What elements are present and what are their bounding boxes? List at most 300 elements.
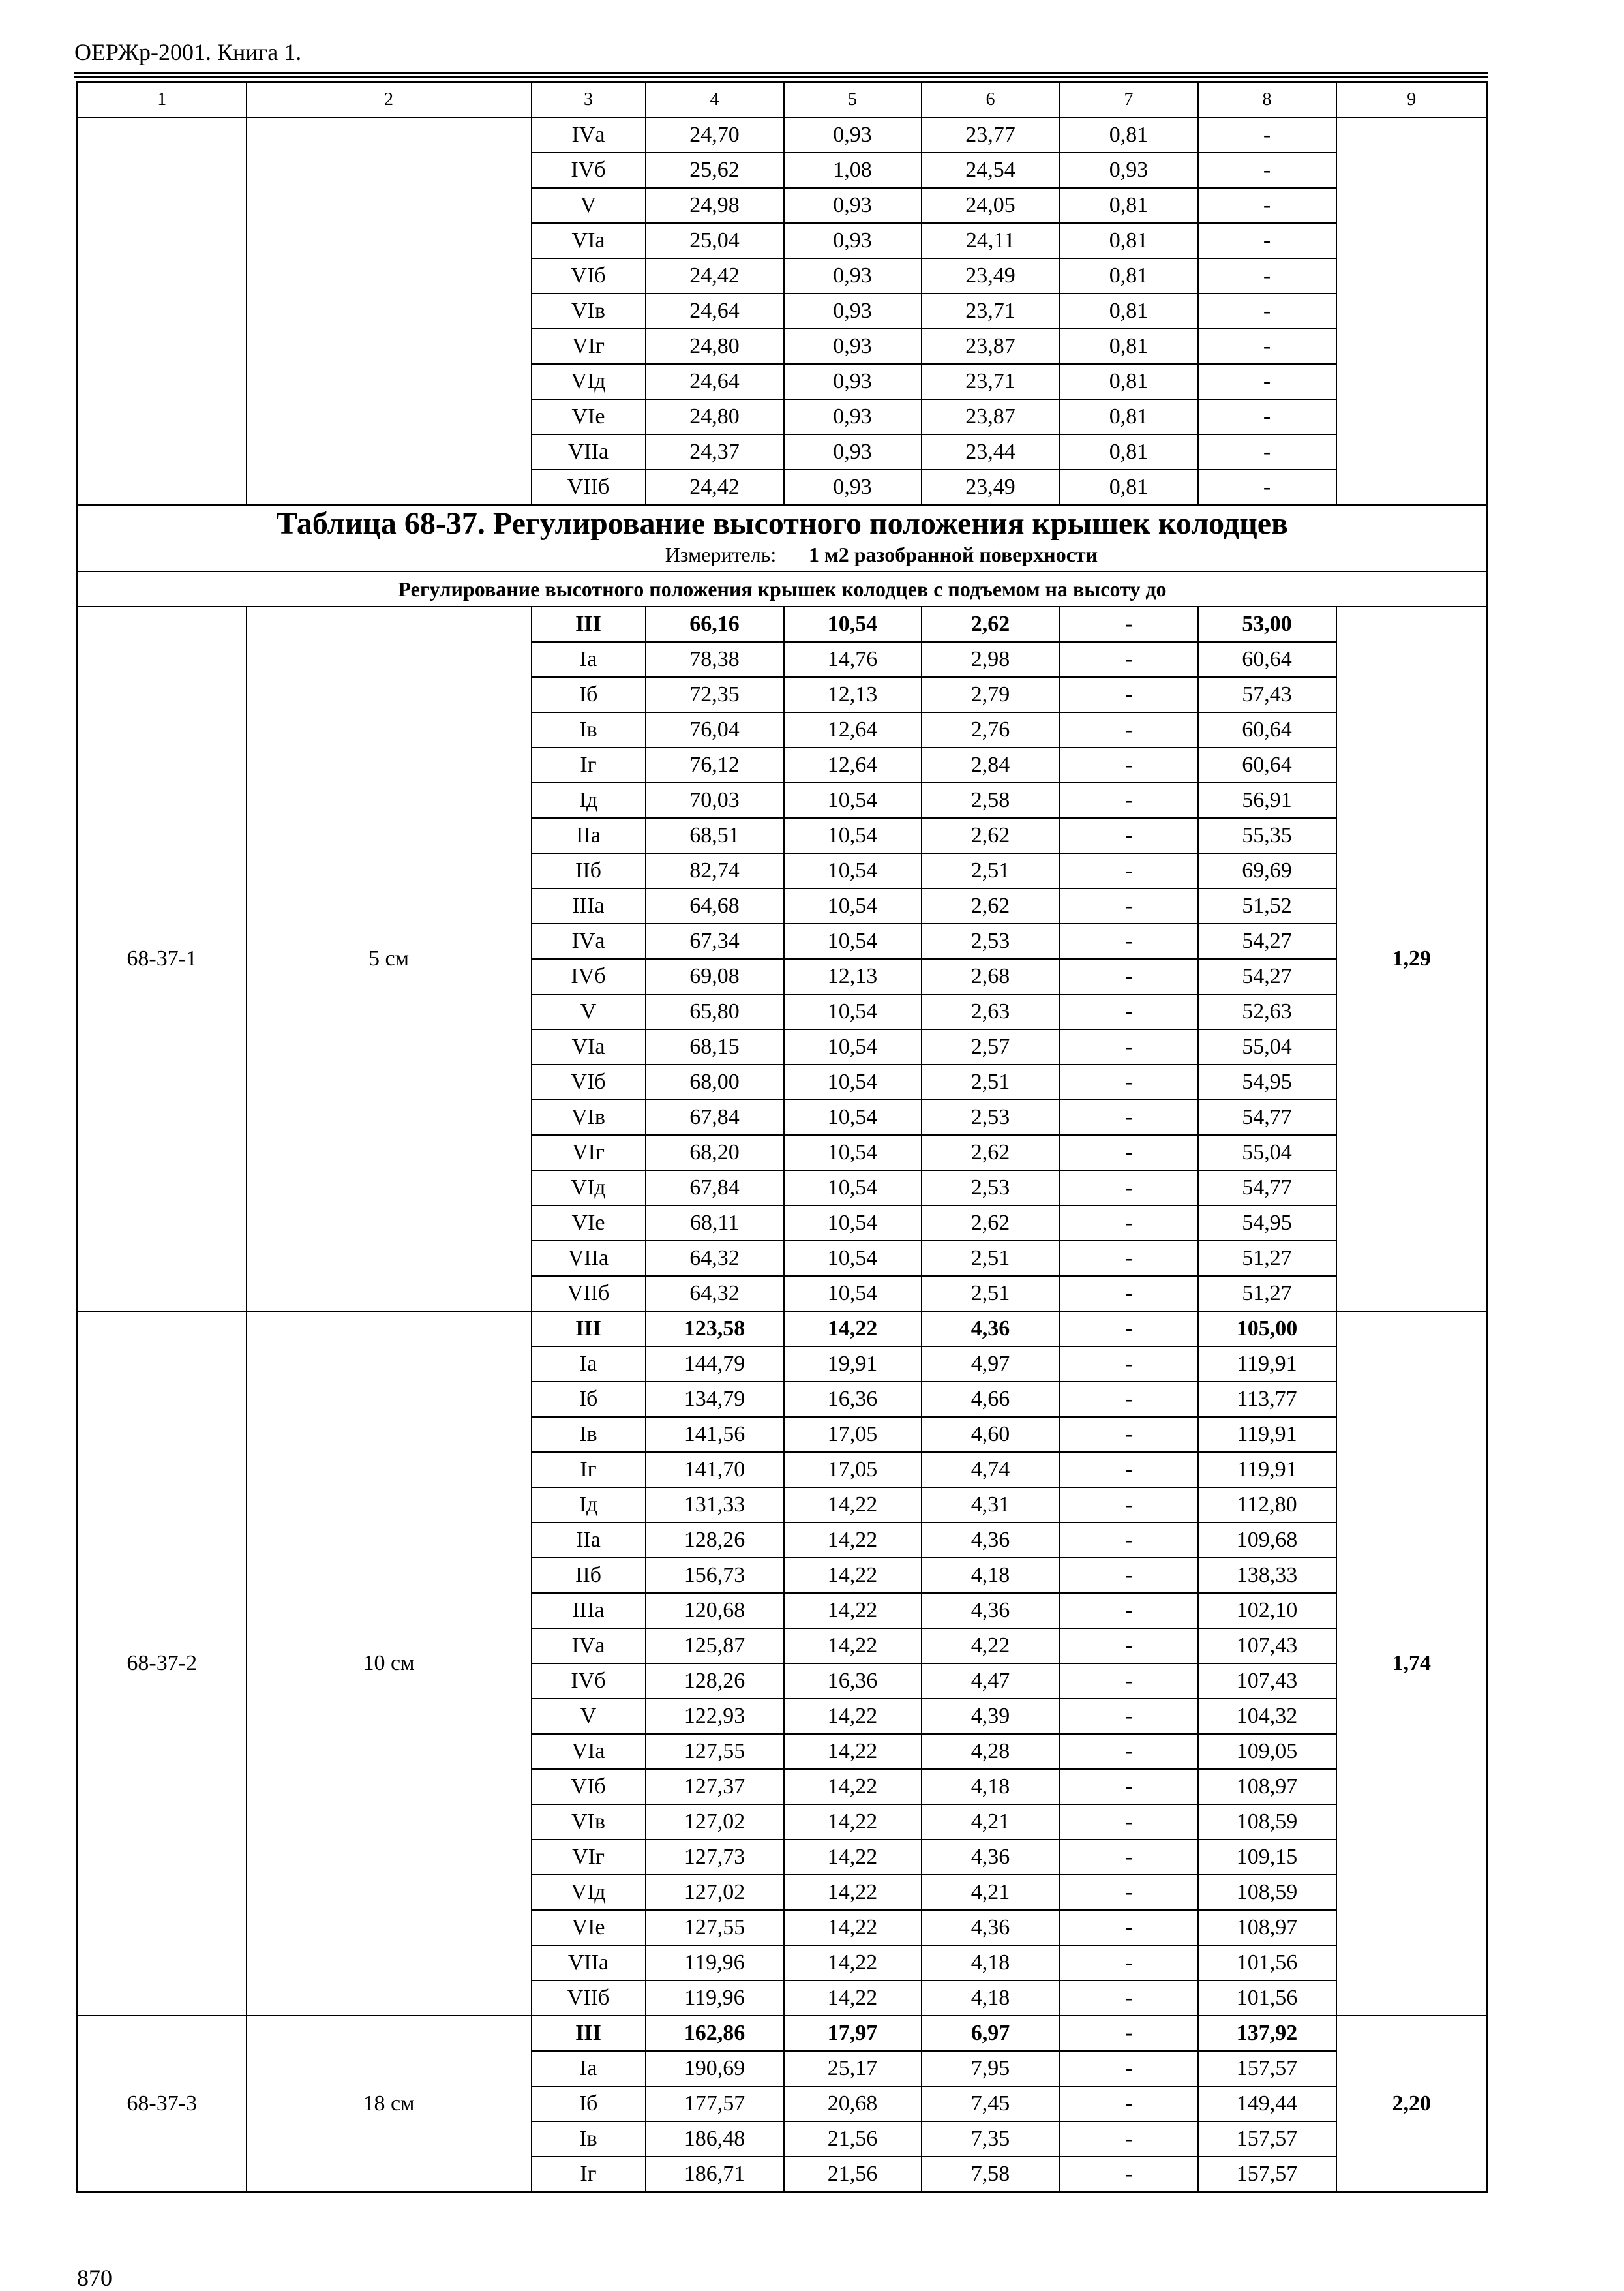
value-cell: 186,71 bbox=[646, 2157, 784, 2192]
value-cell: - bbox=[1198, 470, 1336, 505]
value-cell: 2,53 bbox=[922, 924, 1060, 959]
value-cell: 162,86 bbox=[646, 2016, 784, 2051]
value-cell: 60,64 bbox=[1198, 642, 1336, 677]
value-cell: 2,57 bbox=[922, 1029, 1060, 1065]
value-cell: - bbox=[1198, 258, 1336, 294]
value-cell: 10,54 bbox=[784, 994, 922, 1029]
value-cell: - bbox=[1060, 1840, 1198, 1875]
value-cell: 4,18 bbox=[922, 1945, 1060, 1980]
value-cell: 51,27 bbox=[1198, 1276, 1336, 1311]
value-cell: 2,62 bbox=[922, 818, 1060, 853]
value-cell: IIа bbox=[532, 1523, 646, 1558]
value-cell: 76,04 bbox=[646, 712, 784, 748]
value-cell: 0,93 bbox=[784, 117, 922, 153]
value-cell: - bbox=[1060, 853, 1198, 888]
value-cell: VIб bbox=[532, 258, 646, 294]
value-cell: 10,54 bbox=[784, 1276, 922, 1311]
value-cell: - bbox=[1060, 1487, 1198, 1523]
value-cell: VIд bbox=[532, 1170, 646, 1206]
rates-table bbox=[76, 81, 1488, 2193]
value-cell: 51,27 bbox=[1198, 1241, 1336, 1276]
value-cell: 23,44 bbox=[922, 434, 1060, 470]
value-cell: 2,58 bbox=[922, 783, 1060, 818]
value-cell: 0,81 bbox=[1060, 117, 1198, 153]
value-cell: 24,42 bbox=[646, 470, 784, 505]
value-cell: - bbox=[1060, 1699, 1198, 1734]
value-cell: 23,49 bbox=[922, 470, 1060, 505]
value-cell: - bbox=[1060, 1980, 1198, 2016]
value-cell: 76,12 bbox=[646, 748, 784, 783]
value-cell: Iг bbox=[532, 748, 646, 783]
value-cell: 68,00 bbox=[646, 1065, 784, 1100]
value-cell: VIг bbox=[532, 329, 646, 364]
value-cell: 2,51 bbox=[922, 1241, 1060, 1276]
column-number: 8 bbox=[1198, 82, 1336, 117]
value-cell: 2,84 bbox=[922, 748, 1060, 783]
value-cell: - bbox=[1198, 434, 1336, 470]
value-cell: 177,57 bbox=[646, 2086, 784, 2121]
value-cell: 144,79 bbox=[646, 1346, 784, 1382]
value-cell: 157,57 bbox=[1198, 2121, 1336, 2157]
table-title-cell bbox=[78, 505, 1488, 572]
value-cell: 55,04 bbox=[1198, 1135, 1336, 1170]
value-cell: 64,68 bbox=[646, 888, 784, 924]
value-cell: 17,05 bbox=[784, 1452, 922, 1487]
column-number: 7 bbox=[1060, 82, 1198, 117]
value-cell: VIе bbox=[532, 1910, 646, 1945]
name-cell: 10 см bbox=[247, 1311, 532, 2016]
value-cell: 60,64 bbox=[1198, 748, 1336, 783]
value-cell: 82,74 bbox=[646, 853, 784, 888]
value-cell: 23,87 bbox=[922, 329, 1060, 364]
value-cell: 127,02 bbox=[646, 1875, 784, 1910]
value-cell: 122,93 bbox=[646, 1699, 784, 1734]
value-cell: 23,71 bbox=[922, 294, 1060, 329]
column-number: 6 bbox=[922, 82, 1060, 117]
value-cell: - bbox=[1198, 223, 1336, 258]
value-cell: - bbox=[1060, 1100, 1198, 1135]
name-cell bbox=[247, 117, 532, 505]
value-cell: 109,15 bbox=[1198, 1840, 1336, 1875]
value-cell: - bbox=[1060, 2016, 1198, 2051]
value-cell: 127,37 bbox=[646, 1769, 784, 1804]
value-cell: 24,80 bbox=[646, 399, 784, 434]
value-cell: 69,69 bbox=[1198, 853, 1336, 888]
value-cell: 107,43 bbox=[1198, 1663, 1336, 1699]
value-cell: - bbox=[1060, 818, 1198, 853]
value-cell: - bbox=[1060, 1382, 1198, 1417]
value-cell: 127,55 bbox=[646, 1910, 784, 1945]
value-cell: 7,95 bbox=[922, 2051, 1060, 2086]
value-cell: 4,47 bbox=[922, 1663, 1060, 1699]
value-cell: VIIа bbox=[532, 1945, 646, 1980]
value-cell: 2,63 bbox=[922, 994, 1060, 1029]
value-cell: 16,36 bbox=[784, 1663, 922, 1699]
value-cell: 14,22 bbox=[784, 1558, 922, 1593]
meter-value: 1 м2 разобранной поверхности bbox=[808, 542, 1098, 566]
value-cell: V bbox=[532, 994, 646, 1029]
value-cell: 7,58 bbox=[922, 2157, 1060, 2192]
value-cell: 134,79 bbox=[646, 1382, 784, 1417]
value-cell: 65,80 bbox=[646, 994, 784, 1029]
value-cell: VIв bbox=[532, 1804, 646, 1840]
value-cell: 24,98 bbox=[646, 188, 784, 223]
value-cell: Iа bbox=[532, 642, 646, 677]
value-cell: 108,97 bbox=[1198, 1910, 1336, 1945]
value-cell: - bbox=[1060, 1346, 1198, 1382]
value-cell: 4,74 bbox=[922, 1452, 1060, 1487]
value-cell: 60,64 bbox=[1198, 712, 1336, 748]
table-row bbox=[78, 117, 1488, 153]
value-cell: - bbox=[1198, 399, 1336, 434]
value-cell: 10,54 bbox=[784, 1170, 922, 1206]
running-header: ОЕРЖр-2001. Книга 1. bbox=[74, 39, 302, 65]
value-cell: - bbox=[1060, 1135, 1198, 1170]
value-cell: Iа bbox=[532, 1346, 646, 1382]
column-number: 3 bbox=[532, 82, 646, 117]
value-cell: - bbox=[1060, 1241, 1198, 1276]
value-cell: 14,22 bbox=[784, 1734, 922, 1769]
value-cell: 0,81 bbox=[1060, 258, 1198, 294]
value-cell: 68,20 bbox=[646, 1135, 784, 1170]
column-number: 1 bbox=[78, 82, 247, 117]
value-cell: - bbox=[1060, 1945, 1198, 1980]
value-cell: 105,00 bbox=[1198, 1311, 1336, 1346]
value-cell: 2,53 bbox=[922, 1100, 1060, 1135]
value-cell: IVб bbox=[532, 959, 646, 994]
value-cell: 0,81 bbox=[1060, 470, 1198, 505]
value-cell: - bbox=[1198, 329, 1336, 364]
value-cell: 0,81 bbox=[1060, 364, 1198, 399]
value-cell: 138,33 bbox=[1198, 1558, 1336, 1593]
value-cell: IVа bbox=[532, 1628, 646, 1663]
value-cell: 10,54 bbox=[784, 1206, 922, 1241]
value-cell: 4,18 bbox=[922, 1980, 1060, 2016]
value-cell: VIе bbox=[532, 399, 646, 434]
value-cell: 10,54 bbox=[784, 924, 922, 959]
value-cell: IVа bbox=[532, 924, 646, 959]
value-cell: 101,56 bbox=[1198, 1945, 1336, 1980]
value-cell: 2,98 bbox=[922, 642, 1060, 677]
value-cell: Iв bbox=[532, 1417, 646, 1452]
code-cell: 68-37-2 bbox=[78, 1311, 247, 2016]
value-cell: 0,93 bbox=[784, 399, 922, 434]
value-cell: 23,49 bbox=[922, 258, 1060, 294]
value-cell: VIа bbox=[532, 223, 646, 258]
value-cell: 4,60 bbox=[922, 1417, 1060, 1452]
value-cell: 14,22 bbox=[784, 1593, 922, 1628]
value-cell: - bbox=[1060, 1628, 1198, 1663]
value-cell: 68,15 bbox=[646, 1029, 784, 1065]
value-cell: III bbox=[532, 1311, 646, 1346]
value-cell: VIе bbox=[532, 1206, 646, 1241]
value-cell: 67,84 bbox=[646, 1170, 784, 1206]
value-cell: - bbox=[1060, 677, 1198, 712]
value-cell: 4,36 bbox=[922, 1311, 1060, 1346]
code-cell bbox=[78, 117, 247, 505]
value-cell: 14,22 bbox=[784, 1840, 922, 1875]
value-cell: - bbox=[1060, 748, 1198, 783]
value-cell: 24,11 bbox=[922, 223, 1060, 258]
page-number: 870 bbox=[77, 2265, 112, 2291]
value-cell: 54,27 bbox=[1198, 959, 1336, 994]
value-cell: - bbox=[1060, 1065, 1198, 1100]
value-cell: 24,05 bbox=[922, 188, 1060, 223]
value-cell: 119,91 bbox=[1198, 1452, 1336, 1487]
value-cell: 102,10 bbox=[1198, 1593, 1336, 1628]
value-cell: 128,26 bbox=[646, 1663, 784, 1699]
value-cell: 4,36 bbox=[922, 1910, 1060, 1945]
value-cell: 0,93 bbox=[784, 470, 922, 505]
value-cell: 14,22 bbox=[784, 1980, 922, 2016]
value-cell: - bbox=[1198, 188, 1336, 223]
value-cell: VIа bbox=[532, 1029, 646, 1065]
norm-cell: 2,20 bbox=[1336, 2016, 1488, 2192]
value-cell: - bbox=[1060, 607, 1198, 642]
column-number: 9 bbox=[1336, 82, 1488, 117]
value-cell: 14,22 bbox=[784, 1875, 922, 1910]
value-cell: 0,81 bbox=[1060, 223, 1198, 258]
table-body bbox=[78, 82, 1488, 2192]
value-cell: 0,81 bbox=[1060, 329, 1198, 364]
value-cell: IVа bbox=[532, 117, 646, 153]
value-cell: - bbox=[1198, 294, 1336, 329]
value-cell: 128,26 bbox=[646, 1523, 784, 1558]
value-cell: 70,03 bbox=[646, 783, 784, 818]
value-cell: 23,77 bbox=[922, 117, 1060, 153]
value-cell: Iг bbox=[532, 1452, 646, 1487]
table-row bbox=[78, 2016, 1488, 2051]
value-cell: 55,35 bbox=[1198, 818, 1336, 853]
norm-cell: 1,29 bbox=[1336, 607, 1488, 1311]
value-cell: IIб bbox=[532, 1558, 646, 1593]
value-cell: 10,54 bbox=[784, 818, 922, 853]
column-number: 5 bbox=[784, 82, 922, 117]
value-cell: 14,22 bbox=[784, 1945, 922, 1980]
value-cell: 23,87 bbox=[922, 399, 1060, 434]
value-cell: 108,59 bbox=[1198, 1804, 1336, 1840]
value-cell: 2,68 bbox=[922, 959, 1060, 994]
value-cell: - bbox=[1060, 1558, 1198, 1593]
value-cell: 0,93 bbox=[1060, 153, 1198, 188]
value-cell: 157,57 bbox=[1198, 2157, 1336, 2192]
value-cell: 4,18 bbox=[922, 1769, 1060, 1804]
section-row bbox=[78, 571, 1488, 607]
value-cell: 24,64 bbox=[646, 364, 784, 399]
value-cell: 0,81 bbox=[1060, 188, 1198, 223]
value-cell: V bbox=[532, 188, 646, 223]
value-cell: 14,22 bbox=[784, 1699, 922, 1734]
value-cell: 119,91 bbox=[1198, 1346, 1336, 1382]
value-cell: Iб bbox=[532, 677, 646, 712]
value-cell: VIIб bbox=[532, 1276, 646, 1311]
value-cell: - bbox=[1198, 153, 1336, 188]
value-cell: 72,35 bbox=[646, 677, 784, 712]
value-cell: 2,62 bbox=[922, 1135, 1060, 1170]
value-cell: 2,51 bbox=[922, 1065, 1060, 1100]
value-cell: 10,54 bbox=[784, 607, 922, 642]
value-cell: - bbox=[1060, 1734, 1198, 1769]
value-cell: 0,93 bbox=[784, 364, 922, 399]
value-cell: 19,91 bbox=[784, 1346, 922, 1382]
value-cell: Iб bbox=[532, 1382, 646, 1417]
value-cell: - bbox=[1060, 888, 1198, 924]
value-cell: 78,38 bbox=[646, 642, 784, 677]
name-cell: 18 см bbox=[247, 2016, 532, 2192]
name-cell: 5 см bbox=[247, 607, 532, 1311]
value-cell: VIIа bbox=[532, 1241, 646, 1276]
value-cell: 54,77 bbox=[1198, 1170, 1336, 1206]
value-cell: 68,11 bbox=[646, 1206, 784, 1241]
value-cell: 127,02 bbox=[646, 1804, 784, 1840]
value-cell: 64,32 bbox=[646, 1276, 784, 1311]
value-cell: 10,54 bbox=[784, 1135, 922, 1170]
table-row bbox=[78, 1311, 1488, 1346]
value-cell: 53,00 bbox=[1198, 607, 1336, 642]
value-cell: 149,44 bbox=[1198, 2086, 1336, 2121]
value-cell: 108,59 bbox=[1198, 1875, 1336, 1910]
value-cell: 12,13 bbox=[784, 677, 922, 712]
value-cell: - bbox=[1060, 994, 1198, 1029]
value-cell: 190,69 bbox=[646, 2051, 784, 2086]
value-cell: VIIа bbox=[532, 434, 646, 470]
value-cell: 10,54 bbox=[784, 783, 922, 818]
value-cell: VIб bbox=[532, 1769, 646, 1804]
meter-line bbox=[78, 541, 1486, 571]
value-cell: 157,57 bbox=[1198, 2051, 1336, 2086]
value-cell: VIд bbox=[532, 364, 646, 399]
value-cell: - bbox=[1060, 1663, 1198, 1699]
value-cell: 24,54 bbox=[922, 153, 1060, 188]
value-cell: 0,93 bbox=[784, 434, 922, 470]
value-cell: - bbox=[1060, 1311, 1198, 1346]
value-cell: 69,08 bbox=[646, 959, 784, 994]
value-cell: 113,77 bbox=[1198, 1382, 1336, 1417]
value-cell: - bbox=[1060, 1206, 1198, 1241]
value-cell: 66,16 bbox=[646, 607, 784, 642]
value-cell: 14,22 bbox=[784, 1804, 922, 1840]
value-cell: Iд bbox=[532, 783, 646, 818]
value-cell: 54,27 bbox=[1198, 924, 1336, 959]
value-cell: Iв bbox=[532, 712, 646, 748]
value-cell: - bbox=[1060, 2086, 1198, 2121]
value-cell: Iа bbox=[532, 2051, 646, 2086]
value-cell: 14,76 bbox=[784, 642, 922, 677]
value-cell: 2,51 bbox=[922, 853, 1060, 888]
value-cell: - bbox=[1060, 1875, 1198, 1910]
value-cell: 0,93 bbox=[784, 294, 922, 329]
value-cell: 4,36 bbox=[922, 1523, 1060, 1558]
value-cell: 17,97 bbox=[784, 2016, 922, 2051]
code-cell: 68-37-3 bbox=[78, 2016, 247, 2192]
value-cell: 127,73 bbox=[646, 1840, 784, 1875]
value-cell: VIIб bbox=[532, 470, 646, 505]
value-cell: 2,51 bbox=[922, 1276, 1060, 1311]
value-cell: - bbox=[1060, 1804, 1198, 1840]
value-cell: 120,68 bbox=[646, 1593, 784, 1628]
value-cell: 141,56 bbox=[646, 1417, 784, 1452]
meter-label: Измеритель: bbox=[665, 542, 777, 566]
value-cell: - bbox=[1198, 117, 1336, 153]
value-cell: - bbox=[1060, 642, 1198, 677]
value-cell: 23,71 bbox=[922, 364, 1060, 399]
value-cell: 156,73 bbox=[646, 1558, 784, 1593]
value-cell: 137,92 bbox=[1198, 2016, 1336, 2051]
value-cell: 24,80 bbox=[646, 329, 784, 364]
value-cell: 0,81 bbox=[1060, 399, 1198, 434]
value-cell: IIа bbox=[532, 818, 646, 853]
value-cell: - bbox=[1198, 364, 1336, 399]
value-cell: 127,55 bbox=[646, 1734, 784, 1769]
value-cell: 119,91 bbox=[1198, 1417, 1336, 1452]
value-cell: 109,68 bbox=[1198, 1523, 1336, 1558]
value-cell: V bbox=[532, 1699, 646, 1734]
value-cell: 21,56 bbox=[784, 2121, 922, 2157]
value-cell: VIг bbox=[532, 1840, 646, 1875]
value-cell: 107,43 bbox=[1198, 1628, 1336, 1663]
value-cell: 2,62 bbox=[922, 888, 1060, 924]
value-cell: 4,18 bbox=[922, 1558, 1060, 1593]
value-cell: 67,84 bbox=[646, 1100, 784, 1135]
value-cell: 2,76 bbox=[922, 712, 1060, 748]
value-cell: 4,28 bbox=[922, 1734, 1060, 1769]
value-cell: 12,64 bbox=[784, 712, 922, 748]
value-cell: 54,95 bbox=[1198, 1065, 1336, 1100]
value-cell: - bbox=[1060, 1452, 1198, 1487]
value-cell: - bbox=[1060, 1769, 1198, 1804]
column-number-row bbox=[78, 82, 1488, 117]
value-cell: 14,22 bbox=[784, 1628, 922, 1663]
value-cell: Iг bbox=[532, 2157, 646, 2192]
value-cell: 4,36 bbox=[922, 1840, 1060, 1875]
value-cell: 14,22 bbox=[784, 1910, 922, 1945]
value-cell: 119,96 bbox=[646, 1945, 784, 1980]
value-cell: 24,37 bbox=[646, 434, 784, 470]
value-cell: 24,70 bbox=[646, 117, 784, 153]
value-cell: 1,08 bbox=[784, 153, 922, 188]
value-cell: 25,04 bbox=[646, 223, 784, 258]
value-cell: 104,32 bbox=[1198, 1699, 1336, 1734]
value-cell: - bbox=[1060, 712, 1198, 748]
value-cell: - bbox=[1060, 2157, 1198, 2192]
value-cell: 6,97 bbox=[922, 2016, 1060, 2051]
value-cell: 10,54 bbox=[784, 1241, 922, 1276]
column-number: 2 bbox=[247, 82, 532, 117]
value-cell: 52,63 bbox=[1198, 994, 1336, 1029]
value-cell: 14,22 bbox=[784, 1311, 922, 1346]
value-cell: 4,21 bbox=[922, 1875, 1060, 1910]
value-cell: VIв bbox=[532, 294, 646, 329]
value-cell: 2,79 bbox=[922, 677, 1060, 712]
value-cell: 101,56 bbox=[1198, 1980, 1336, 2016]
value-cell: 2,53 bbox=[922, 1170, 1060, 1206]
code-cell: 68-37-1 bbox=[78, 607, 247, 1311]
value-cell: VIг bbox=[532, 1135, 646, 1170]
value-cell: 67,34 bbox=[646, 924, 784, 959]
value-cell: 4,22 bbox=[922, 1628, 1060, 1663]
value-cell: - bbox=[1060, 924, 1198, 959]
value-cell: 0,81 bbox=[1060, 294, 1198, 329]
value-cell: - bbox=[1060, 1276, 1198, 1311]
value-cell: 4,66 bbox=[922, 1382, 1060, 1417]
value-cell: 16,36 bbox=[784, 1382, 922, 1417]
value-cell: 123,58 bbox=[646, 1311, 784, 1346]
value-cell: - bbox=[1060, 1523, 1198, 1558]
value-cell: 68,51 bbox=[646, 818, 784, 853]
table-title: Таблица 68-37. Регулирование высотного положения крышек колодцев bbox=[277, 506, 1288, 541]
value-cell: - bbox=[1060, 2121, 1198, 2157]
value-cell: VIв bbox=[532, 1100, 646, 1135]
